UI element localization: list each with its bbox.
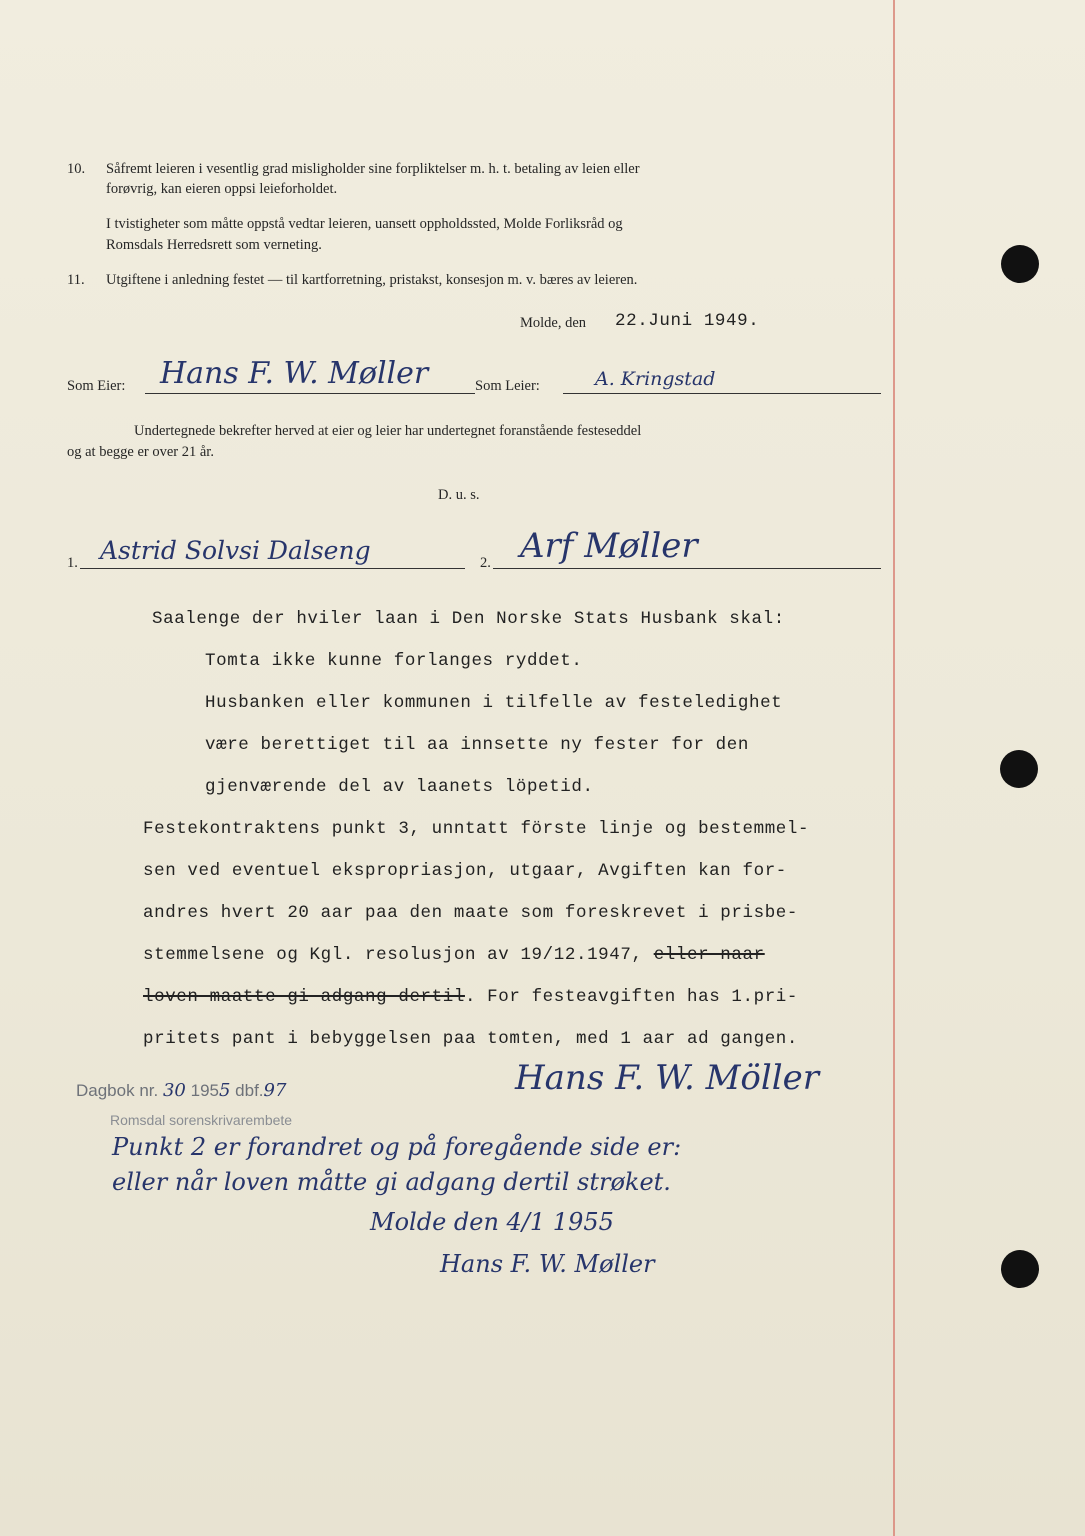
addendum-line-text: stemmelsene og Kgl. resolusjon av 19/12.1947, [143,945,654,965]
dus-label: D. u. s. [438,487,480,503]
owner-signature-line [145,393,475,394]
punch-hole [1001,1250,1039,1288]
clause-10-line1: Såfremt leieren i vesentlig grad misligholder sine forpliktelser m. h. t. betaling av leien eller [106,161,640,177]
clause-10-line3: I tvistigheter som måtte oppstå vedtar leieren, uansett oppholdssted, Molde Forliksråd og [106,216,623,232]
struck-text: loven maatte gi adgang dertil [143,987,465,1007]
addendum-line-text: . For festeavgiften has 1.pri- [464,987,799,1007]
addendum-line: sen ved eventuel ekspropriasjon, utgaar, Avgiften kan for- [143,861,787,881]
tenant-signature-line [563,393,881,394]
confirmation-line2: og at begge er over 21 år. [67,444,214,460]
handwritten-note-line: Hans F. W. Møller [440,1250,655,1278]
handwritten-note-line: eller når loven måtte gi adgang dertil strøket. [112,1168,671,1196]
clause-11-line1: Utgiftene i anledning festet — til kartforretning, pristakst, konsesjon m. v. bæres av leieren. [106,272,638,288]
place-date-value: 22.Juni 1949. [615,311,760,331]
tenant-label: Som Leier: [475,378,540,394]
addendum-line [143,986,798,1008]
registry-stamp-line1 [76,1080,286,1101]
stamp-prefix: Dagbok nr. [76,1081,159,1100]
closing-signature: Hans F. W. Möller [515,1058,820,1098]
confirmation-line1: Undertegnede bekrefter herved at eier og leier har undertegnet foranstående festeseddel [134,423,642,439]
handwritten-note-line: Molde den 4/1 1955 [370,1208,614,1236]
addendum-line: gjenværende del av laanets löpetid. [205,777,594,797]
addendum-line: være berettiget til aa innsette ny fester for den [205,735,749,755]
punch-hole [1001,245,1039,283]
addendum-line: Husbanken eller kommunen i tilfelle av festeledighet [205,693,783,713]
addendum-line: pritets pant i bebyggelsen paa tomten, med 1 aar ad gangen. [143,1029,799,1049]
place-date-prefix: Molde, den [520,315,587,331]
witness-1-line [80,568,465,569]
handwritten-note-line: Punkt 2 er forandret og på foregående side er: [112,1133,682,1161]
witness-1-label: 1. [67,555,78,571]
addendum-line: Festekontraktens punkt 3, unntatt förste linje og bestemmel- [143,819,810,839]
punch-hole [1000,750,1038,788]
witness-1-signature: Astrid Solvsi Dalseng [100,536,371,565]
clause-10-line2: forøvrig, kan eieren oppsi leieforholdet. [106,181,338,197]
addendum-line: Tomta ikke kunne forlanges ryddet. [205,651,583,671]
clause-10-number: 10. [67,161,86,177]
owner-signature: Hans F. W. Møller [160,356,429,391]
tenant-signature: A. Kringstad [595,368,716,390]
addendum-line: andres hvert 20 aar paa den maate som foreskrevet i prisbe- [143,903,799,923]
red-margin-line [893,0,895,1536]
stamp-year: 195 [190,1081,219,1100]
addendum-line [143,944,765,966]
registry-stamp-line2: Romsdal sorenskrivarembete [110,1112,293,1128]
stamp-number: 30 [162,1080,186,1101]
addendum-line: Saalenge der hviler laan i Den Norske Stats Husbank skal: [152,609,785,629]
stamp-suffix: dbf. [235,1081,264,1100]
struck-text: eller naar [653,945,765,965]
witness-2-line [493,568,881,569]
clause-11-number: 11. [67,272,85,288]
witness-2-signature: Arf Møller [520,526,698,566]
clause-10-line4: Romsdals Herredsrett som verneting. [106,237,322,253]
stamp-year-end: 5 [218,1080,231,1101]
stamp-folio: 97 [263,1080,287,1101]
witness-2-label: 2. [480,555,491,571]
owner-label: Som Eier: [67,378,126,394]
